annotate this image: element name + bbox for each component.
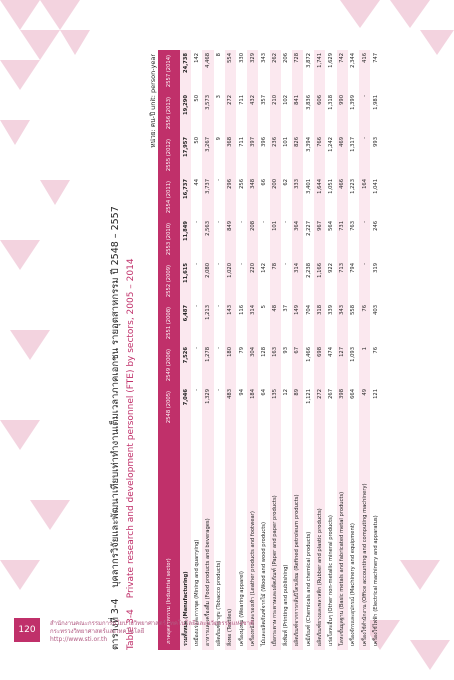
table-cell: 3,573 bbox=[202, 92, 213, 134]
table-cell: 89 bbox=[292, 386, 303, 428]
table-cell: 1 bbox=[359, 344, 370, 386]
table-cell: 368 bbox=[225, 134, 236, 176]
table-cell: 1,466 bbox=[305, 347, 312, 362]
table-row bbox=[236, 50, 247, 650]
table-cell: 236 bbox=[270, 134, 281, 176]
table-cell: 2,238 bbox=[305, 263, 312, 278]
table-cell: 3 bbox=[216, 95, 223, 99]
table-cell: 17,957 bbox=[180, 134, 191, 176]
table-cell: 79 bbox=[238, 347, 245, 354]
table-cell: 1,223 bbox=[350, 179, 357, 194]
table-cell: 184 bbox=[247, 386, 258, 428]
table-cell: 1,041 bbox=[372, 179, 379, 194]
table-cell: 1,166 bbox=[314, 260, 325, 302]
table-cell: 127 bbox=[337, 344, 348, 386]
table-row bbox=[214, 50, 225, 650]
table-cell: - bbox=[216, 305, 223, 307]
table-cell: 474 bbox=[328, 347, 335, 357]
table-cell: 64 bbox=[260, 389, 267, 396]
table-cell: 698 bbox=[314, 344, 325, 386]
table-cell: 256 bbox=[238, 179, 245, 189]
table-row bbox=[337, 50, 348, 650]
table-cell: 3,836 bbox=[305, 95, 312, 110]
table-cell: 1,399 bbox=[350, 95, 357, 110]
table-cell: 50 bbox=[193, 95, 200, 102]
table-cell: 731 bbox=[337, 218, 348, 260]
footer-ministry: กระทรวงวิทยาศาสตร์และเทคโนโลยี bbox=[50, 628, 145, 635]
table-cell: 62 bbox=[283, 179, 290, 186]
header-year: 2548 (2005) bbox=[158, 386, 180, 428]
row-label: ผลิตภัณฑ์ยาสูบ (Tobacco products) bbox=[216, 560, 223, 646]
table-cell: 606 bbox=[314, 92, 325, 134]
table-cell: - bbox=[216, 221, 223, 223]
table-cell: 403 bbox=[372, 305, 379, 315]
table-cell: 142 bbox=[260, 263, 267, 273]
row-label: โลหะขั้นมูลฐาน (Basic metals and fabricated metal products) bbox=[337, 428, 348, 650]
unit-label: หน่วย: คน-ปี unit: person-year bbox=[149, 54, 157, 148]
table-cell: 24,738 bbox=[180, 50, 191, 92]
table-cell: 4,468 bbox=[202, 50, 213, 92]
footer-url[interactable]: http://www.sti.or.th bbox=[50, 636, 108, 643]
table-cell: 78 bbox=[270, 260, 281, 302]
table-cell: 763 bbox=[350, 221, 357, 231]
row-label: ผลิตภัณฑ์จากการกลั่นปิโตรเลียม (Refined petroleum products) bbox=[292, 428, 303, 650]
caption-english bbox=[126, 258, 136, 650]
caption-thai-number: ตารางที่ 3-4 bbox=[110, 598, 121, 650]
table-cell: 3,267 bbox=[202, 134, 213, 176]
table-cell: 1,318 bbox=[328, 95, 335, 110]
caption-english-number: Table 3-4 bbox=[126, 609, 136, 650]
table-cell: 1,329 bbox=[202, 386, 213, 428]
table-cell: 7,526 bbox=[180, 344, 191, 386]
table-cell: 220 bbox=[247, 260, 258, 302]
table-body bbox=[180, 50, 381, 650]
table-cell: 398 bbox=[337, 386, 348, 428]
table-cell: - bbox=[216, 347, 223, 349]
table-cell: 101 bbox=[283, 137, 290, 147]
table-cell: - bbox=[193, 221, 200, 223]
caption-english-title: Private research and development personnel (FTE) by sectors, 2005 – 2014 bbox=[126, 258, 136, 599]
table-cell: 76 bbox=[372, 347, 379, 354]
table-row bbox=[258, 50, 269, 650]
table-row bbox=[281, 50, 292, 650]
header-year: 2557 (2014) bbox=[158, 50, 180, 92]
table-cell: - bbox=[193, 305, 200, 307]
table-cell: 246 bbox=[372, 221, 379, 231]
table-cell: 1,278 bbox=[202, 344, 213, 386]
table-row bbox=[202, 50, 213, 650]
table-cell: 12 bbox=[283, 389, 290, 396]
table-cell: 664 bbox=[350, 389, 357, 399]
table-cell: - bbox=[359, 134, 370, 176]
table-cell: 2,344 bbox=[350, 53, 357, 68]
table-cell: - bbox=[238, 221, 245, 223]
caption-thai-title: บุคลากรวิจัยและพัฒนาเทียบเท่าทำงานเต็มเวลาภาคเอกชน รายอุตสาหกรรม ปี 2548 – 2557 bbox=[110, 206, 121, 588]
table-cell: 11,615 bbox=[180, 260, 191, 302]
table-cell: 2,227 bbox=[305, 221, 312, 236]
table-cell: 990 bbox=[337, 92, 348, 134]
table-cell: 343 bbox=[260, 53, 267, 63]
table-cell: 7,046 bbox=[180, 386, 191, 428]
row-label: ผลิตภัณฑ์ยางและพลาสติก (Rubber and plastic products) bbox=[314, 428, 325, 650]
table-cell: 794 bbox=[350, 263, 357, 273]
table-cell: 2,563 bbox=[202, 218, 213, 260]
row-label: เยื่อกระดาษ กระดาษและผลิตภัณฑ์ (Paper and paper products) bbox=[270, 428, 281, 650]
table-cell: 164 bbox=[359, 176, 370, 218]
table-cell: 3,737 bbox=[202, 176, 213, 218]
table-cell: 3,872 bbox=[305, 53, 312, 68]
table-cell: 49 bbox=[359, 386, 370, 428]
header-year: 2556 (2013) bbox=[158, 92, 180, 134]
table-cell: 16,737 bbox=[180, 176, 191, 218]
caption-thai bbox=[108, 206, 123, 650]
table-cell: 1,629 bbox=[328, 53, 335, 68]
table-cell: 48 bbox=[270, 302, 281, 344]
table-cell: 272 bbox=[314, 386, 325, 428]
table-cell: 6,487 bbox=[180, 302, 191, 344]
table-row bbox=[348, 50, 359, 650]
table-cell: 711 bbox=[238, 137, 245, 147]
table-cell: 742 bbox=[337, 50, 348, 92]
table-cell: 396 bbox=[260, 137, 267, 147]
table-row bbox=[292, 50, 303, 650]
table-cell: 3,401 bbox=[305, 179, 312, 194]
table-cell: 116 bbox=[238, 305, 245, 315]
table-cell: 262 bbox=[270, 50, 281, 92]
table-cell: - bbox=[193, 389, 200, 391]
table-cell: 483 bbox=[225, 386, 236, 428]
table-cell: 339 bbox=[328, 305, 335, 315]
table-cell: 8 bbox=[216, 53, 223, 57]
table-cell: 1,051 bbox=[328, 179, 335, 194]
table-cell: 1,093 bbox=[350, 347, 357, 362]
table-cell: 304 bbox=[247, 344, 258, 386]
row-label: เคมีภัณฑ์ (Chemicals and chemical products) bbox=[305, 531, 312, 646]
row-label: รวมทั้งหมด (Manufacturing) bbox=[180, 428, 191, 650]
table-cell: 1,242 bbox=[328, 137, 335, 152]
table-cell: 76 bbox=[359, 302, 370, 344]
table-cell: 319 bbox=[372, 263, 379, 273]
table-cell: 554 bbox=[225, 50, 236, 92]
table-cell: 314 bbox=[292, 260, 303, 302]
table-cell: 143 bbox=[225, 302, 236, 344]
table-cell: - bbox=[216, 263, 223, 265]
table-cell: - bbox=[216, 389, 223, 391]
table-cell: 314 bbox=[247, 302, 258, 344]
table-cell: 206 bbox=[283, 53, 290, 63]
table-cell: 180 bbox=[225, 344, 236, 386]
table-cell: 37 bbox=[283, 305, 290, 312]
table-cell: - bbox=[238, 263, 245, 265]
data-table bbox=[158, 50, 381, 650]
table-cell: - bbox=[216, 179, 223, 181]
row-label: เครื่องจักรและอุปกรณ์ (Machinery and equipment) bbox=[350, 523, 357, 646]
table-cell: 200 bbox=[270, 176, 281, 218]
table-row bbox=[247, 50, 258, 650]
table-cell: 2,080 bbox=[202, 260, 213, 302]
table-cell: 1,020 bbox=[225, 260, 236, 302]
table-cell: 711 bbox=[238, 95, 245, 105]
table-cell: 66 bbox=[260, 179, 267, 186]
row-label: เครื่องหนังและรองเท้า (Leather products and footwear) bbox=[247, 428, 258, 650]
header-sector: ภาคอุตสาหกรรม (Industrial sector) bbox=[158, 428, 180, 650]
table-cell: 149 bbox=[292, 302, 303, 344]
table-row bbox=[225, 50, 236, 650]
table-cell: 1,741 bbox=[314, 50, 325, 92]
table-cell: 94 bbox=[238, 389, 245, 396]
table-cell: - bbox=[283, 221, 290, 223]
table-cell: 357 bbox=[260, 95, 267, 105]
table-cell: 142 bbox=[193, 53, 200, 63]
table-cell: 210 bbox=[270, 92, 281, 134]
table-cell: - bbox=[359, 218, 370, 260]
table-row bbox=[191, 50, 202, 650]
header-year: 2554 (2011) bbox=[158, 176, 180, 218]
table-cell: 826 bbox=[292, 134, 303, 176]
table-cell: 922 bbox=[328, 263, 335, 273]
row-label: เครื่องใช้ไฟฟ้า (Electrical machinery and apparatus) bbox=[372, 515, 379, 646]
table-cell: 93 bbox=[283, 347, 290, 354]
table-cell: 330 bbox=[238, 53, 245, 63]
table-cell: 296 bbox=[225, 176, 236, 218]
table-cell: 993 bbox=[372, 137, 379, 147]
table-cell: 67 bbox=[292, 344, 303, 386]
table-cell: 163 bbox=[270, 344, 281, 386]
table-cell: 1,213 bbox=[202, 302, 213, 344]
table-cell: 9 bbox=[216, 137, 223, 141]
table-cell: 44 bbox=[193, 179, 200, 186]
table-cell: 272 bbox=[225, 92, 236, 134]
table-cell: 208 bbox=[247, 218, 258, 260]
header-year: 2549 (2006) bbox=[158, 344, 180, 386]
table-cell: 558 bbox=[350, 305, 357, 315]
table-cell: 432 bbox=[247, 92, 258, 134]
table-cell: 135 bbox=[270, 386, 281, 428]
table-cell: 841 bbox=[292, 92, 303, 134]
table-cell: 102 bbox=[283, 95, 290, 105]
table-cell: 348 bbox=[247, 176, 258, 218]
table-cell: 1,121 bbox=[305, 389, 312, 404]
header-year: 2552 (2009) bbox=[158, 260, 180, 302]
row-label: อาหารและเครื่องดื่ม (Food products and beverages) bbox=[202, 428, 213, 650]
table-cell: 329 bbox=[247, 50, 258, 92]
table-cell: 747 bbox=[372, 53, 379, 63]
table-cell: 19,290 bbox=[180, 92, 191, 134]
table-cell: 397 bbox=[247, 134, 258, 176]
table-cell: 704 bbox=[305, 305, 312, 315]
row-label: ไม้และผลิตภัณฑ์จากไม้ (Wood and wood products) bbox=[260, 522, 267, 646]
header-year: 2555 (2012) bbox=[158, 134, 180, 176]
table-cell: 1,981 bbox=[372, 95, 379, 110]
table-cell: 50 bbox=[193, 137, 200, 144]
table-cell: 469 bbox=[337, 134, 348, 176]
table-cell: 101 bbox=[270, 218, 281, 260]
table-cell: - bbox=[283, 263, 290, 265]
table-cell: 3,394 bbox=[305, 137, 312, 152]
table-cell: - bbox=[260, 221, 267, 223]
table-cell: 1,317 bbox=[350, 137, 357, 152]
row-label: สิ่งพิมพ์ (Printing and publishing) bbox=[283, 564, 290, 646]
table-cell: - bbox=[193, 347, 200, 349]
table-cell: 267 bbox=[328, 389, 335, 399]
table-cell: 318 bbox=[314, 302, 325, 344]
table-cell: 564 bbox=[328, 221, 335, 231]
header-year: 2553 (2010) bbox=[158, 218, 180, 260]
table-row bbox=[180, 50, 191, 650]
table-cell: 416 bbox=[359, 50, 370, 92]
row-label: เครื่องใช้สำนักงาน (Office accounting and computing machinery) bbox=[359, 428, 370, 650]
table-cell: 5 bbox=[260, 305, 267, 309]
table-cell: 466 bbox=[337, 176, 348, 218]
table-cell: 967 bbox=[314, 218, 325, 260]
table-cell: 128 bbox=[260, 347, 267, 357]
table-cell: - bbox=[193, 263, 200, 265]
footer bbox=[50, 620, 254, 644]
table-cell: 713 bbox=[337, 260, 348, 302]
header-year: 2551 (2008) bbox=[158, 302, 180, 344]
rotated-table-panel bbox=[100, 50, 430, 650]
table-cell: - bbox=[359, 92, 370, 134]
table-cell: 1,644 bbox=[314, 176, 325, 218]
table-cell: 333 bbox=[292, 176, 303, 218]
table-row bbox=[359, 50, 370, 650]
table-cell: 849 bbox=[225, 218, 236, 260]
table-cell: 728 bbox=[292, 50, 303, 92]
table-cell: - bbox=[359, 260, 370, 302]
table-cell: 343 bbox=[337, 302, 348, 344]
table-row bbox=[314, 50, 325, 650]
row-label: แร่อโลหะอื่นๆ (Other non-metallic mineral products) bbox=[328, 515, 335, 646]
table-row bbox=[270, 50, 281, 650]
table-cell: 364 bbox=[292, 218, 303, 260]
table-cell: 766 bbox=[314, 134, 325, 176]
row-label: เครื่องนุ่งห่ม (Wearing apparel) bbox=[238, 571, 245, 646]
footer-org: สำนักงานคณะกรรมการนโยบายวิทยาศาสตร์ เทคโนโลยีและนวัตกรรมแห่งชาติ bbox=[50, 620, 254, 627]
row-label: สิ่งทอ (Textiles) bbox=[225, 428, 236, 650]
table-cell: 11,849 bbox=[180, 218, 191, 260]
table-cell: 121 bbox=[372, 389, 379, 399]
page-number: 120 bbox=[14, 618, 40, 642]
table-row bbox=[325, 50, 336, 650]
table-header-row bbox=[158, 50, 180, 650]
table-row bbox=[303, 50, 314, 650]
row-label: เหมืองแร่และการขุด (Mining and quarrying) bbox=[193, 539, 200, 646]
table-row bbox=[370, 50, 381, 650]
